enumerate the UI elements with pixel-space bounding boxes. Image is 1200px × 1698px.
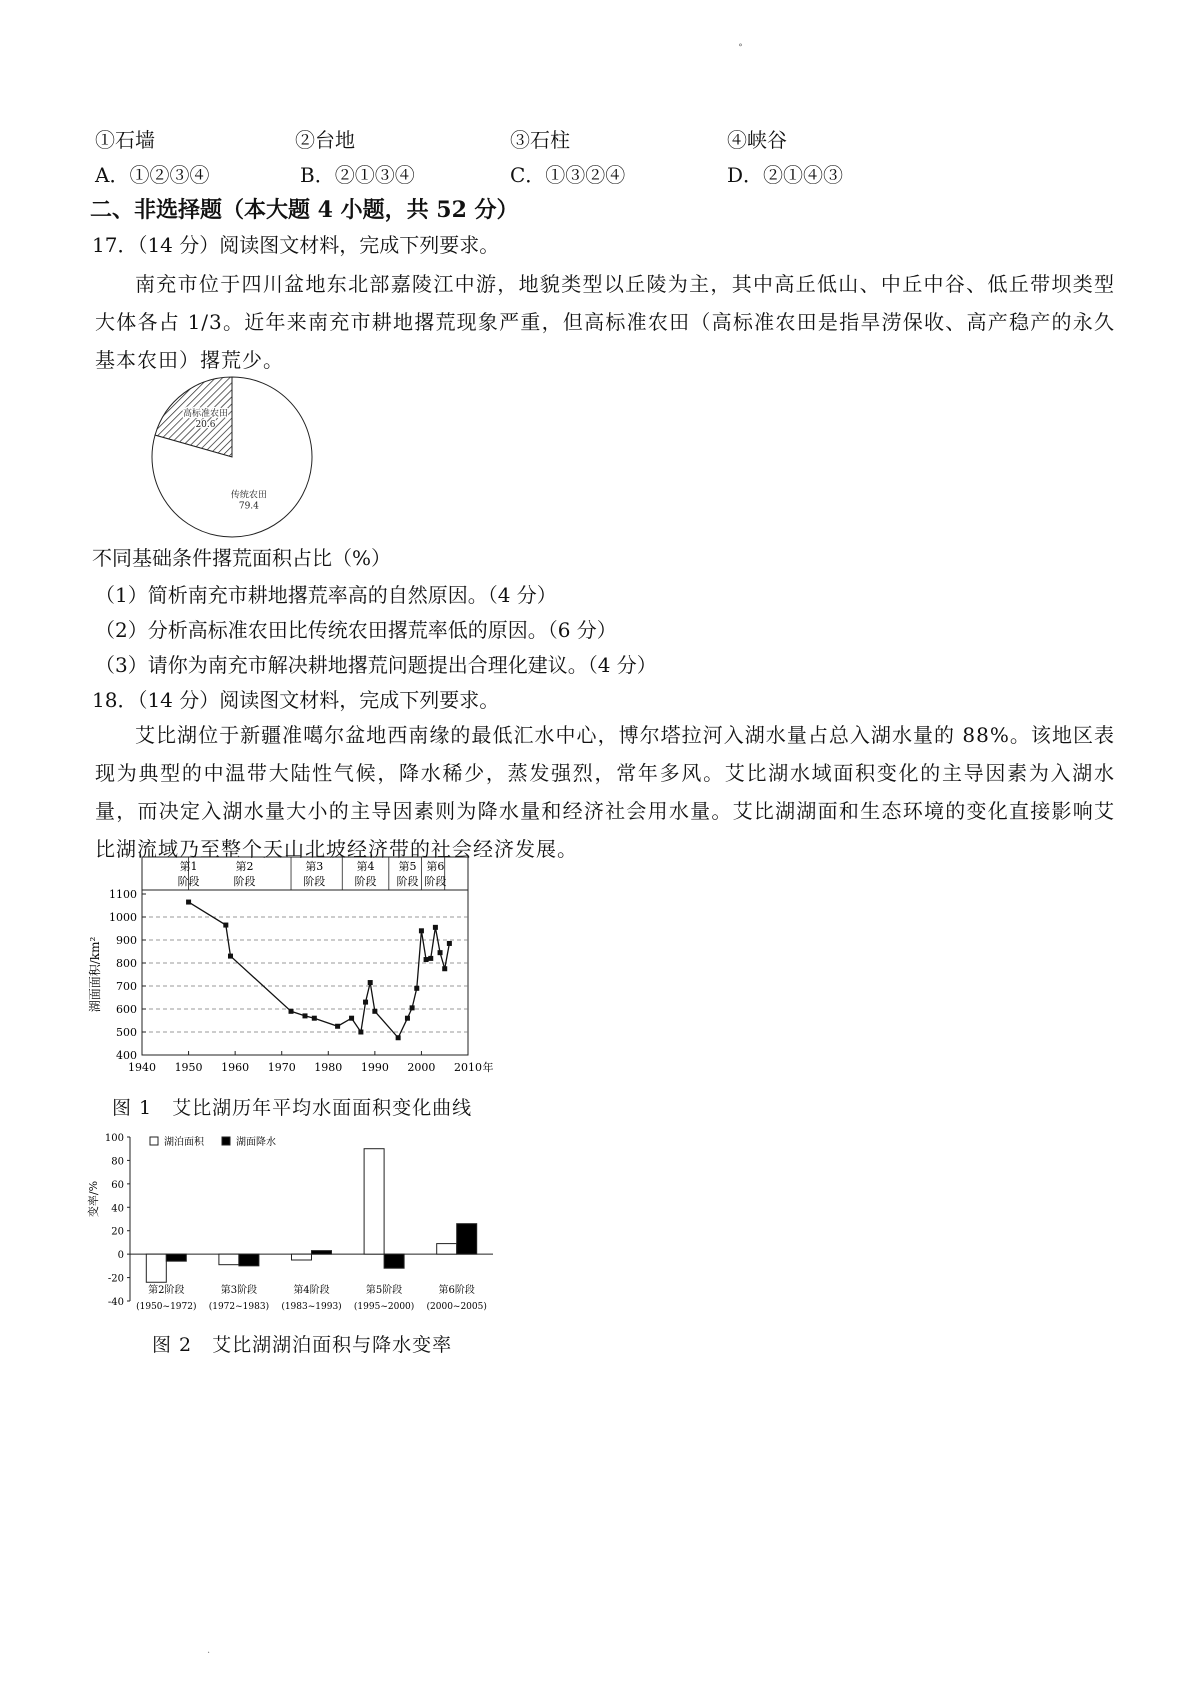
stage-label-sub: 阶段 (177, 875, 200, 888)
stage-label-sub: 阶段 (424, 875, 447, 888)
fig2-caption: 图 2 艾比湖湖泊面积与降水变率 (152, 1334, 453, 1356)
pie-slice-label: 高标准农田 (182, 408, 228, 419)
y-tick-label: 700 (116, 980, 137, 993)
category-label: 第5阶段 (365, 1285, 403, 1296)
pie-slice-value: 20.6 (195, 419, 216, 430)
section-heading: 二、非选择题（本大题 4 小题，共 52 分） (90, 197, 519, 223)
data-point (223, 923, 228, 928)
x-tick-label: 1990 (360, 1061, 389, 1074)
q16-option-a: A．①②③④ (95, 163, 210, 187)
category-period: (1995~2000) (353, 1302, 415, 1312)
legend-label: 湖泊面积 (164, 1137, 204, 1148)
stage-label-sub: 阶段 (303, 875, 326, 888)
data-point (428, 956, 433, 961)
stage-label: 第3 (305, 860, 324, 873)
y-tick-label: 80 (111, 1156, 124, 1168)
bar (166, 1254, 186, 1261)
q16-item-2: ②台地 (295, 128, 355, 152)
y-tick-label: 60 (111, 1179, 124, 1191)
category-period: (1950~1972) (136, 1302, 197, 1312)
y-tick-label: 400 (116, 1049, 137, 1062)
x-axis-label: 年 (482, 1061, 494, 1074)
bar (146, 1254, 166, 1282)
x-tick-label: 1960 (221, 1061, 250, 1074)
stage-label-sub: 阶段 (396, 875, 419, 888)
data-point (372, 1009, 377, 1014)
y-tick-label: 40 (111, 1203, 124, 1215)
stage-label: 第4 (356, 860, 375, 873)
data-point (349, 1016, 354, 1021)
data-point (289, 1009, 294, 1014)
bar (384, 1254, 404, 1268)
q17-material: 南充市位于四川盆地东北部嘉陵江中游，地貌类型以丘陵为主，其中高丘低山、中丘中谷、低丘带坝类型大体各占 1/3。近年来南充市耕地撂荒现象严重，但高标准农田（高标准农田是指旱涝保收、高产稳产的永久基本农田）撂荒少。 (95, 272, 1115, 372)
bar (292, 1254, 312, 1260)
y-axis-label: 变率/% (87, 1180, 100, 1218)
footer-mark: · (207, 1648, 211, 1659)
y-tick-label: 500 (116, 1026, 137, 1039)
change-rate-bar-chart (85, 1128, 515, 1328)
category-period: (1972~1983) (208, 1302, 270, 1312)
y-axis-label: 湖面面积/km² (88, 936, 102, 1013)
x-tick-label: 1970 (267, 1061, 296, 1074)
q16-item-4: ④峡谷 (727, 128, 787, 152)
y-tick-label: 900 (116, 934, 137, 947)
y-tick-label: 600 (116, 1003, 137, 1016)
pie-slice-label: 传统农田 (230, 490, 267, 501)
data-point (447, 941, 452, 946)
data-point (312, 1016, 317, 1021)
y-tick-label: 100 (104, 1133, 124, 1144)
q18-stem: 18．（14 分）阅读图文材料，完成下列要求。 (92, 688, 500, 712)
pie-chart (140, 375, 340, 545)
category-label: 第4阶段 (293, 1285, 330, 1296)
data-point (228, 954, 233, 959)
bar (312, 1251, 332, 1255)
category-period: (1983~1993) (281, 1302, 342, 1312)
stage-label: 第6 (426, 860, 445, 873)
stage-label: 第1 (179, 860, 198, 873)
legend-label: 湖面降水 (236, 1137, 276, 1148)
data-point (396, 1035, 401, 1040)
q16-item-3: ③石柱 (510, 128, 570, 152)
x-tick-label: 1950 (174, 1061, 203, 1074)
q18-material: 艾比湖位于新疆准噶尔盆地西南缘的最低汇水中心，博尔塔拉河入湖水量占总入湖水量的 88%。该地区表现为典型的中温带大陆性气候，降水稀少，蒸发强烈，常年多风。艾比湖水域面积变化的主导因素为入湖水量，而决定入湖水量大小的主导因素则为降水量和经济社会用水量。艾比湖湖面和生态环境的变化直接影响艾比湖流域乃至整个天山北坡经济带的社会经济发展。 (95, 723, 1115, 861)
category-label: 第3阶段 (220, 1285, 258, 1296)
y-tick-label: -40 (107, 1297, 124, 1308)
data-point (186, 900, 191, 905)
stage-label-sub: 阶段 (233, 875, 256, 888)
q17-question-1: （1）简析南充市耕地撂荒率高的自然原因。（4 分） (95, 583, 557, 607)
data-point (368, 980, 373, 985)
category-label: 第6阶段 (438, 1285, 475, 1296)
q16-option-b: B．②①③④ (300, 163, 415, 187)
data-point (358, 1030, 363, 1035)
q16-option-d: D．②①④③ (727, 163, 844, 187)
y-tick-label: 1100 (109, 888, 137, 901)
data-point (335, 1024, 340, 1029)
category-period: (2000~2005) (426, 1302, 487, 1312)
stage-label: 第2 (235, 860, 254, 873)
x-tick-label: 1980 (314, 1061, 343, 1074)
x-tick-label: 1940 (128, 1061, 156, 1074)
x-tick-label: 2000 (407, 1061, 436, 1074)
q17-figure-caption: 不同基础条件撂荒面积占比（%） (92, 546, 392, 570)
q17-question-2: （2）分析高标准农田比传统农田撂荒率低的原因。（6 分） (95, 618, 617, 642)
stage-label: 第5 (398, 860, 417, 873)
data-point (303, 1013, 308, 1018)
data-point (433, 925, 438, 930)
data-point (405, 1016, 410, 1021)
stage-label-sub: 阶段 (354, 875, 377, 888)
fig1-caption: 图 1 艾比湖历年平均水面面积变化曲线 (112, 1097, 473, 1119)
y-tick-label: 800 (116, 957, 137, 970)
legend-swatch (150, 1137, 158, 1145)
x-tick-label: 2010 (454, 1061, 482, 1074)
y-tick-label: 0 (117, 1250, 124, 1262)
data-point (442, 966, 447, 971)
pie-slice-value: 79.4 (238, 501, 259, 512)
bar (219, 1254, 239, 1265)
area-series-line (189, 902, 450, 1038)
bar (364, 1149, 384, 1254)
data-point (410, 1005, 415, 1010)
data-point (419, 928, 424, 933)
data-point (363, 1000, 368, 1005)
q17-stem: 17．（14 分）阅读图文材料，完成下列要求。 (92, 233, 500, 257)
bar (437, 1244, 457, 1255)
data-point (438, 950, 443, 955)
legend-swatch (222, 1137, 230, 1145)
bar (457, 1224, 477, 1254)
y-tick-label: -20 (107, 1273, 124, 1285)
category-label: 第2阶段 (148, 1285, 185, 1296)
bar (239, 1254, 259, 1266)
q16-item-1: ①石墙 (95, 128, 155, 152)
q16-option-c: C．①③②④ (510, 163, 626, 187)
y-tick-label: 20 (111, 1226, 124, 1238)
y-tick-label: 1000 (109, 911, 137, 924)
q17-question-3: （3）请你为南充市解决耕地撂荒问题提出合理化建议。（4 分） (95, 653, 657, 677)
area-line-chart (85, 855, 515, 1085)
header-mark: ∘ (738, 40, 743, 51)
data-point (414, 986, 419, 991)
data-point (424, 957, 429, 962)
